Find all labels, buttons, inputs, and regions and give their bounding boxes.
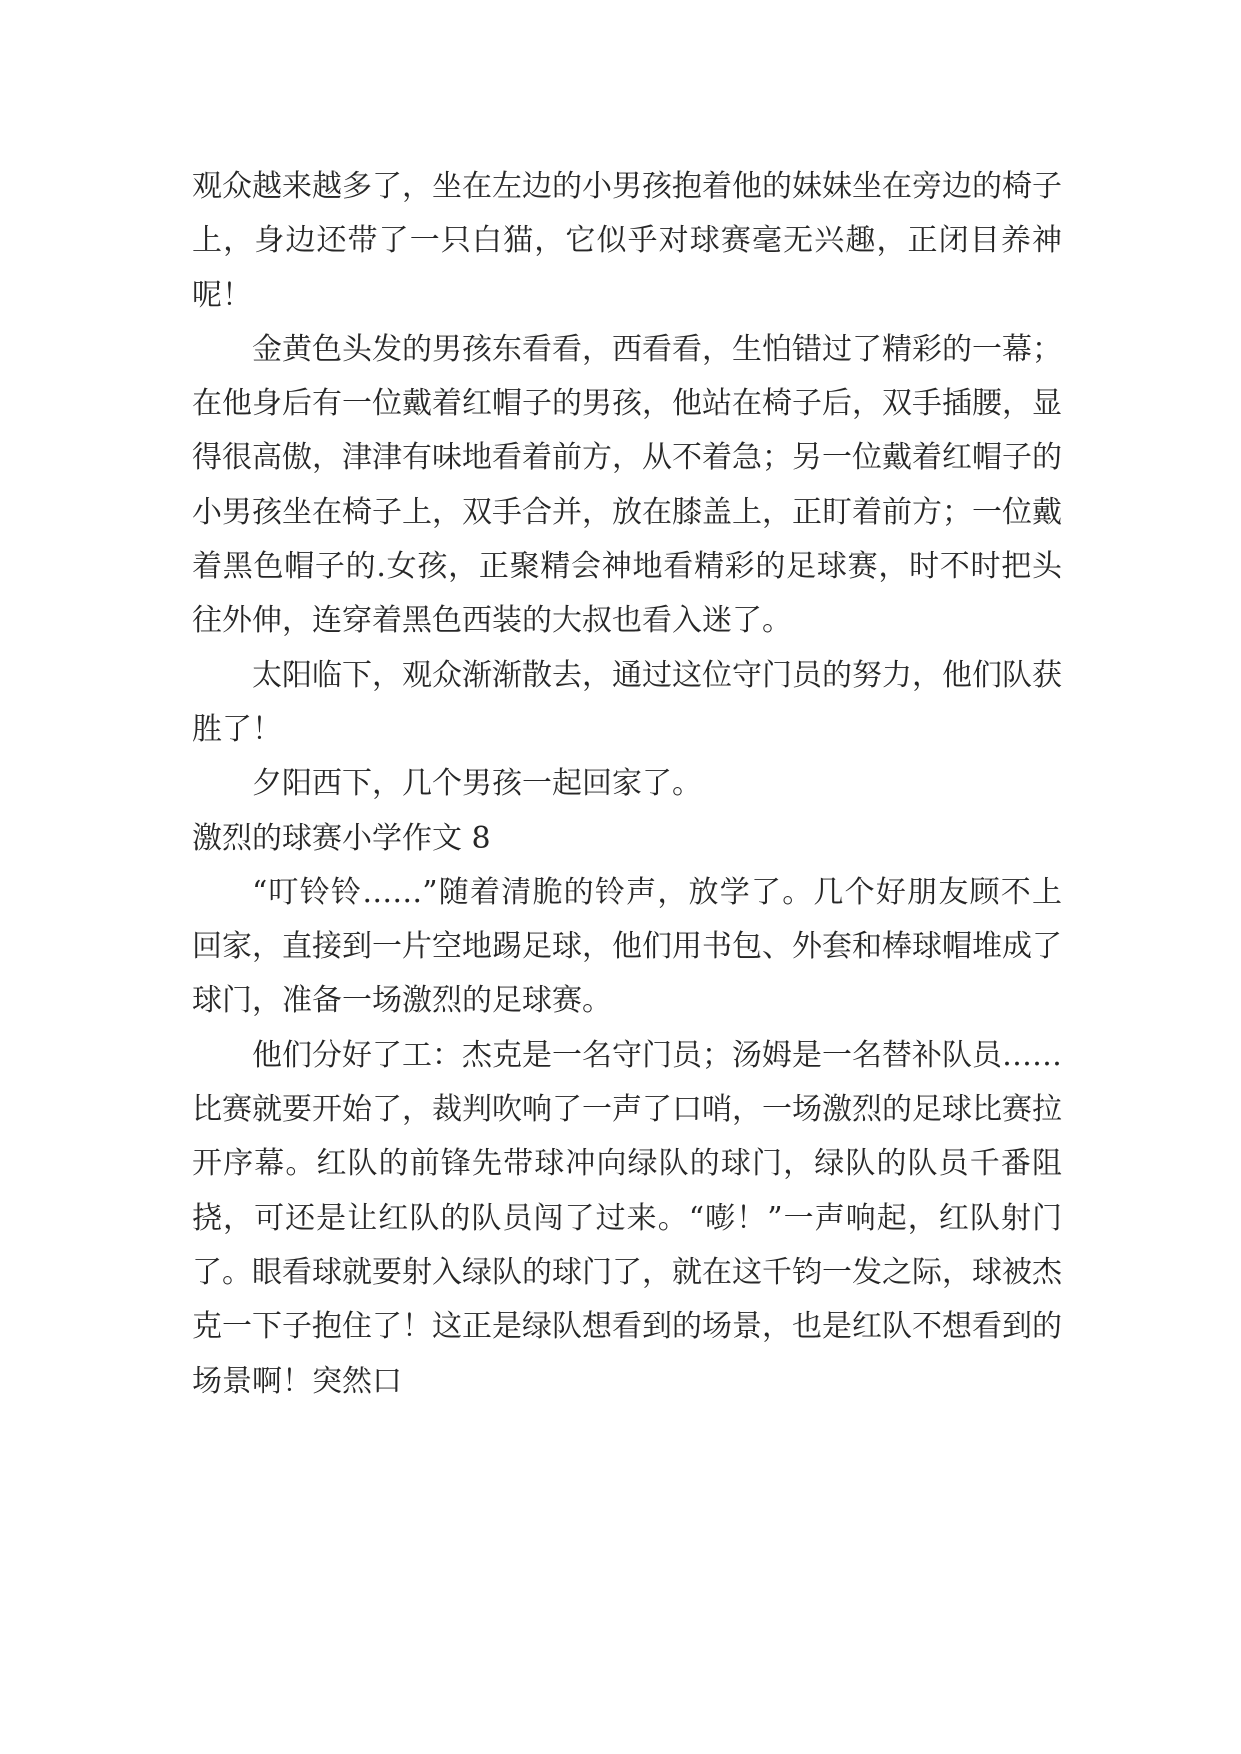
- paragraph: “叮铃铃……”随着清脆的铃声，放学了。几个好朋友顾不上回家，直接到一片空地踢足球，他们用书包、外套和棒球帽堆成了球门，准备一场激烈的足球赛。: [192, 874, 1062, 1019]
- paragraph: 太阳临下，观众渐渐散去，通过这位守门员的努力，他们队获胜了！: [192, 657, 1062, 747]
- paragraph: 他们分好了工：杰克是一名守门员；汤姆是一名替补队员……比赛就要开始了，裁判吹响了一声了口哨，一场激烈的足球比赛拉开序幕。红队的前锋先带球冲向绿队的球门，绿队的队员千番阻挠，可还是让红队的队员闯了过来。“嘭！”一声响起，红队射门了。眼看球就要射入绿队的球门了，就在这千钧一发之际，球被杰克一下子抱住了！这正是绿队想看到的场景，也是红队不想看到的场景啊！突然口: [192, 1037, 1062, 1399]
- paragraph: 金黄色头发的男孩东看看，西看看，生怕错过了精彩的一幕；在他身后有一位戴着红帽子的男孩，他站在椅子后，双手插腰，显得很高傲，津津有味地看着前方，从不着急；另一位戴着红帽子的小男孩坐在椅子上，双手合并，放在膝盖上，正盯着前方；一位戴着黑色帽子的.女孩，正聚精会神地看精彩的足球赛，时不时把头往外伸，连穿着黑色西装的大叔也看入迷了。: [192, 331, 1062, 639]
- document-body: [192, 160, 1062, 1409]
- paragraph-continuation: 观众越来越多了，坐在左边的小男孩抱着他的妹妹坐在旁边的椅子上，身边还带了一只白猫，它似乎对球赛毫无兴趣，正闭目养神呢！: [192, 169, 1062, 313]
- paragraph: 夕阳西下，几个男孩一起回家了。: [252, 766, 702, 802]
- section-heading: 激烈的球赛小学作文 8: [192, 820, 491, 856]
